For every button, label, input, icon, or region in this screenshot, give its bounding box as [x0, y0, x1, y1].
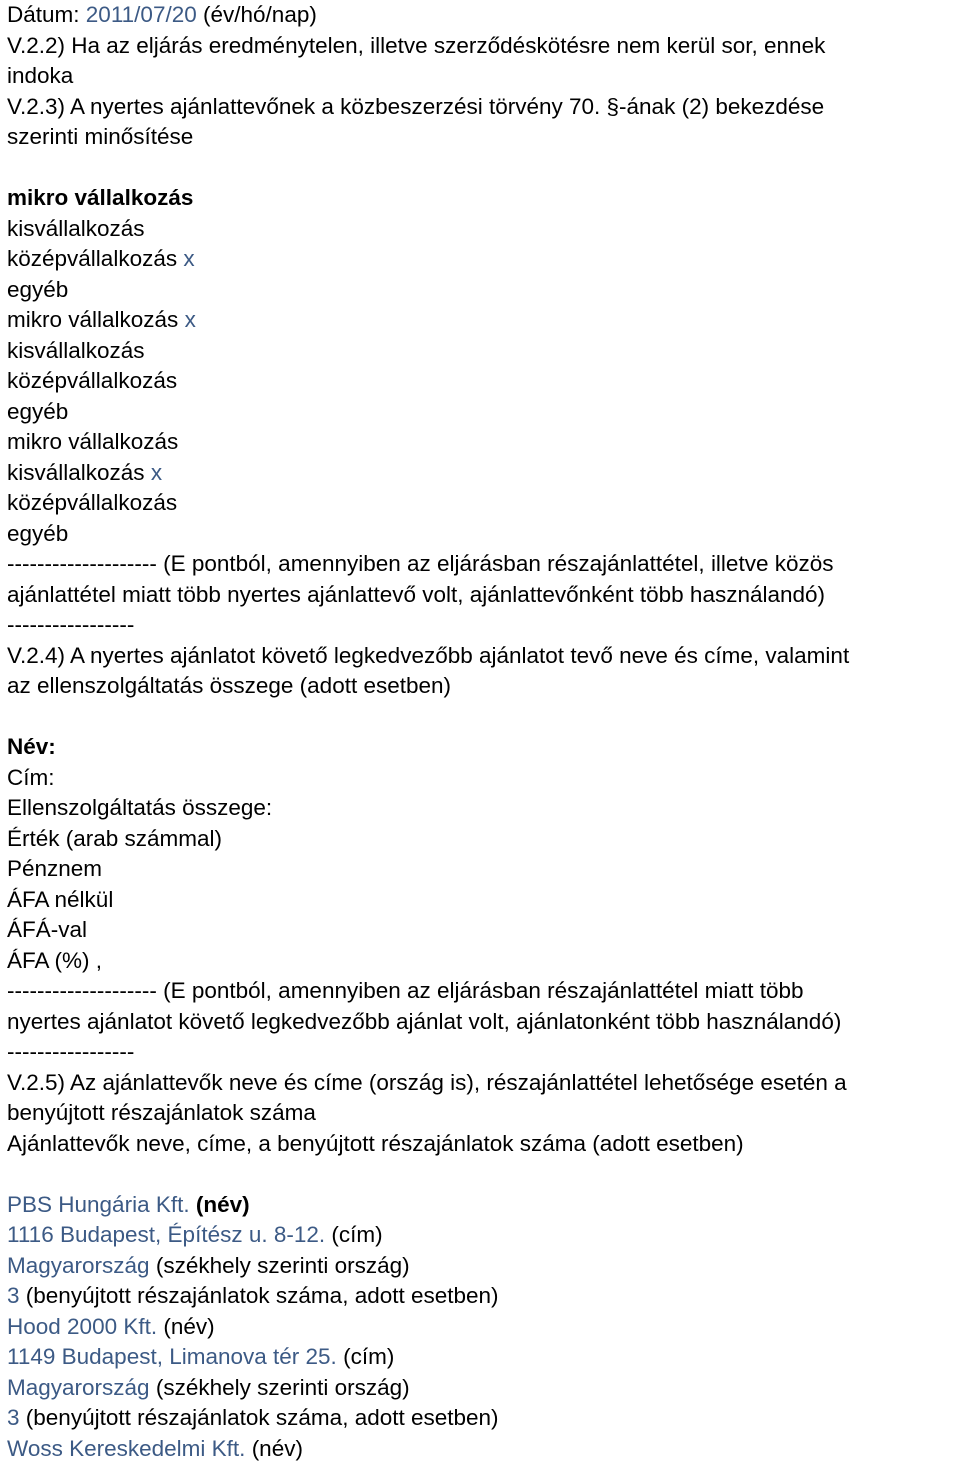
consideration-label: Ellenszolgáltatás összege: — [7, 793, 960, 824]
field-suffix: (benyújtott részajánlatok száma, adott esetben) — [26, 1283, 499, 1308]
v25-heading-line-2: benyújtott részajánlatok száma — [7, 1098, 960, 1129]
spacer — [7, 153, 960, 184]
field-suffix: (székhely szerinti ország) — [156, 1375, 410, 1400]
bidder-count: 3 — [7, 1405, 20, 1430]
selection-mark: x — [151, 460, 162, 485]
classification-option: középvállalkozás x — [7, 244, 960, 275]
note-line-2: nyertes ajánlatot követő legkedvezőbb ajánlat volt, ajánlatonként több használandó) — [7, 1007, 960, 1038]
without-vat-label: ÁFA nélkül — [7, 885, 960, 916]
classification-option: egyéb — [7, 275, 960, 306]
selection-mark: x — [185, 307, 196, 332]
selection-mark: x — [183, 246, 194, 271]
bidder-count-line — [7, 1281, 960, 1312]
bidder-name-line — [7, 1190, 960, 1221]
bidder-address: 1149 Budapest, Limanova tér 25. — [7, 1344, 337, 1369]
v25-heading-line-1: V.2.5) Az ajánlattevők neve és címe (ország is), részajánlattétel lehetősége esetén a — [7, 1068, 960, 1099]
classification-option: középvállalkozás — [7, 488, 960, 519]
classification-option: mikro vállalkozás x — [7, 305, 960, 336]
note-separator: ----------------- — [7, 610, 960, 641]
bidder-country: Magyarország — [7, 1253, 150, 1278]
v22-heading-line-1: V.2.2) Ha az eljárás eredménytelen, illetve szerződéskötésre nem kerül sor, ennek — [7, 31, 960, 62]
bidder-name: PBS Hungária Kft. — [7, 1192, 190, 1217]
field-suffix: (név) — [252, 1436, 303, 1461]
bidder-name-line — [7, 1312, 960, 1343]
date-label: Dátum: — [7, 2, 80, 27]
v22-heading-line-2: indoka — [7, 61, 960, 92]
value-label: Érték (arab számmal) — [7, 824, 960, 855]
field-suffix: (név) — [163, 1314, 214, 1339]
v23-heading-line-2: szerinti minősítése — [7, 122, 960, 153]
address-label: Cím: — [7, 763, 960, 794]
field-suffix: (székhely szerinti ország) — [156, 1253, 410, 1278]
bidder-name: Woss Kereskedelmi Kft. — [7, 1436, 245, 1461]
note-line-1: -------------------- (E pontból, amennyiben az eljárásban részajánlattétel, illetve közös — [7, 549, 960, 580]
bidder-address-line — [7, 1342, 960, 1373]
classification-option: egyéb — [7, 519, 960, 550]
date-line — [7, 0, 960, 31]
name-label: Név: — [7, 732, 960, 763]
classification-option: kisvállalkozás — [7, 336, 960, 367]
date-format: (év/hó/nap) — [203, 2, 317, 27]
bidder-count: 3 — [7, 1283, 20, 1308]
classification-option: mikro vállalkozás — [7, 183, 960, 214]
v24-heading-line-2: az ellenszolgáltatás összege (adott esetben) — [7, 671, 960, 702]
date-value: 2011/07/20 — [86, 2, 197, 27]
classification-option: kisvállalkozás — [7, 214, 960, 245]
v23-heading-line-1: V.2.3) A nyertes ajánlattevőnek a közbeszerzési törvény 70. §-ának (2) bekezdése — [7, 92, 960, 123]
bidder-name-line — [7, 1434, 960, 1464]
v24-heading-line-1: V.2.4) A nyertes ajánlatot követő legkedvezőbb ajánlatot tevő neve és címe, valamint — [7, 641, 960, 672]
spacer — [7, 1159, 960, 1190]
with-vat-label: ÁFÁ-val — [7, 915, 960, 946]
classification-option: mikro vállalkozás — [7, 427, 960, 458]
bidder-country-line — [7, 1373, 960, 1404]
note-separator: ----------------- — [7, 1037, 960, 1068]
bidder-country: Magyarország — [7, 1375, 150, 1400]
field-suffix: (név) — [196, 1192, 250, 1217]
classification-option: egyéb — [7, 397, 960, 428]
note-line-1: -------------------- (E pontból, amennyiben az eljárásban részajánlattétel miatt több — [7, 976, 960, 1007]
bidder-country-line — [7, 1251, 960, 1282]
field-suffix: (cím) — [343, 1344, 394, 1369]
classification-option: kisvállalkozás x — [7, 458, 960, 489]
currency-label: Pénznem — [7, 854, 960, 885]
vat-percent-label: ÁFA (%) , — [7, 946, 960, 977]
bidder-address-line — [7, 1220, 960, 1251]
note-line-2: ajánlattétel miatt több nyertes ajánlattevő volt, ajánlattevőnként több használandó) — [7, 580, 960, 611]
bidder-name: Hood 2000 Kft. — [7, 1314, 157, 1339]
bidder-address: 1116 Budapest, Építész u. 8-12. — [7, 1222, 325, 1247]
v25-subheading: Ajánlattevők neve, címe, a benyújtott részajánlatok száma (adott esetben) — [7, 1129, 960, 1160]
field-suffix: (benyújtott részajánlatok száma, adott esetben) — [26, 1405, 499, 1430]
classification-option: középvállalkozás — [7, 366, 960, 397]
bidder-count-line — [7, 1403, 960, 1434]
spacer — [7, 702, 960, 733]
field-suffix: (cím) — [331, 1222, 382, 1247]
